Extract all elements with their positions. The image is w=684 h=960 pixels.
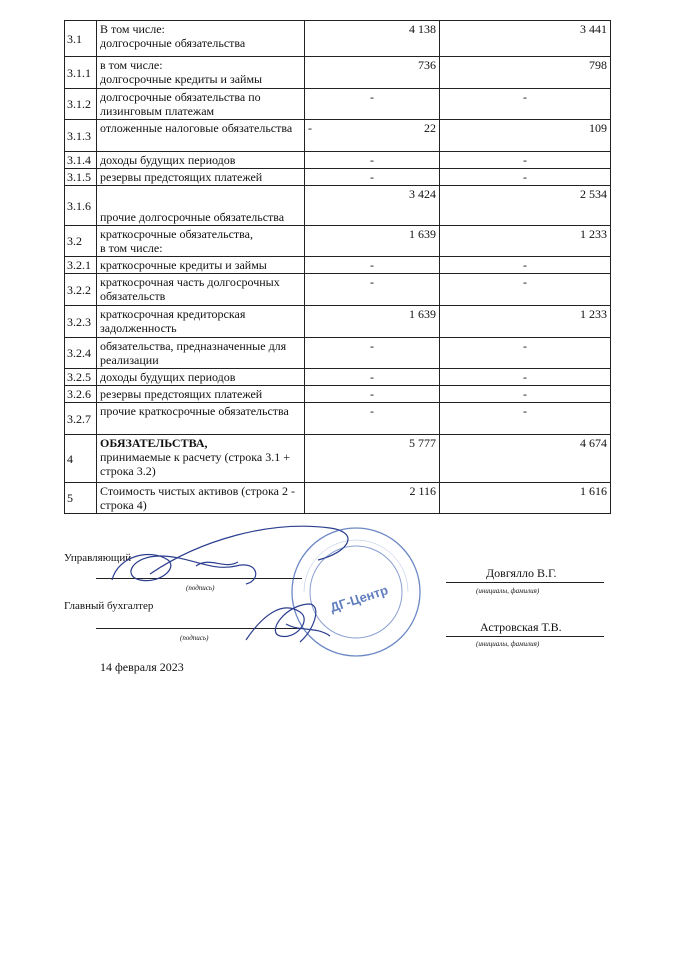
value-current-text: 22 [424, 121, 436, 135]
row-label: краткосрочная кредиторская задолженность [97, 306, 305, 338]
manager-name: Довгялло В.Г. [486, 566, 557, 580]
value-previous: 4 674 [440, 435, 611, 483]
value-previous: - [440, 338, 611, 369]
value-previous: 798 [440, 57, 611, 89]
row-label: ОБЯЗАТЕЛЬСТВА, принимаемые к расчету (строка 3.1 + строка 3.2) [97, 435, 305, 483]
accountant-signature-icon [246, 604, 330, 642]
value-current: 736 [305, 57, 440, 89]
row-number: 3.2.3 [65, 306, 97, 338]
row-label: долгосрочные обязательства по лизинговым платежам [97, 89, 305, 120]
row-label: в том числе: долгосрочные кредиты и займы [97, 57, 305, 89]
row-number: 3.2.2 [65, 274, 97, 306]
row-label: резервы предстоящих платежей [97, 169, 305, 186]
row-number: 3.1.5 [65, 169, 97, 186]
value-previous: 3 441 [440, 21, 611, 57]
manager-signature-icon [112, 526, 348, 584]
row-number: 3.1 [65, 21, 97, 57]
row-label: отложенные налоговые обязательства [97, 120, 305, 152]
value-previous: 1 233 [440, 226, 611, 257]
row-number: 3.2.6 [65, 386, 97, 403]
accountant-initials-hint: (инициалы, фамилия) [476, 640, 540, 648]
value-current: 4 138 [305, 21, 440, 57]
row-label: прочие краткосрочные обязательства [97, 403, 305, 435]
value-previous: - [440, 169, 611, 186]
row-label: В том числе: долгосрочные обязательства [97, 21, 305, 57]
row-number: 4 [65, 435, 97, 483]
accountant-name: Астровская Т.В. [480, 620, 562, 634]
manager-initials-hint: (инициалы, фамилия) [476, 587, 540, 595]
row-number: 3.2.4 [65, 338, 97, 369]
value-current: - [305, 274, 440, 306]
value-previous: - [440, 152, 611, 169]
row-number: 3.1.3 [65, 120, 97, 152]
value-current: - [305, 257, 440, 274]
value-current: 1 639 [305, 306, 440, 338]
row-label: краткосрочные кредиты и займы [97, 257, 305, 274]
row-label: доходы будущих периодов [97, 152, 305, 169]
value-previous: - [440, 274, 611, 306]
row-number: 3.2.5 [65, 369, 97, 386]
row-label: резервы предстоящих платежей [97, 386, 305, 403]
value-current: - [305, 369, 440, 386]
row-number: 3.2.7 [65, 403, 97, 435]
row-label: доходы будущих периодов [97, 369, 305, 386]
value-current: 2 116 [305, 483, 440, 514]
accountant-label: Главный бухгалтер [64, 600, 154, 612]
value-previous: 1 616 [440, 483, 611, 514]
value-previous: 2 534 [440, 186, 611, 226]
row-label: обязательства, предназначенные для реализации [97, 338, 305, 369]
value-previous: - [440, 89, 611, 120]
row-number: 3.1.2 [65, 89, 97, 120]
value-current: 3 424 [305, 186, 440, 226]
manager-label: Управляющий [64, 552, 132, 564]
value-current: - [305, 89, 440, 120]
value-current: - [305, 152, 440, 169]
row-number: 3.2.1 [65, 257, 97, 274]
manager-signature-hint: (подпись) [186, 584, 215, 592]
value-current: - [305, 386, 440, 403]
row-number: 3.1.4 [65, 152, 97, 169]
value-current: 5 777 [305, 435, 440, 483]
row-label: Стоимость чистых активов (строка 2 - строка 4) [97, 483, 305, 514]
value-current: - [305, 169, 440, 186]
value-current: - [305, 403, 440, 435]
row-label: краткосрочная часть долгосрочных обязательств [97, 274, 305, 306]
value-previous: 109 [440, 120, 611, 152]
row-number: 3.1.6 [65, 186, 97, 226]
report-date: 14 февраля 2023 [100, 660, 184, 674]
value-current: 1 639 [305, 226, 440, 257]
value-previous: - [440, 403, 611, 435]
value-current: - [305, 338, 440, 369]
value-previous: - [440, 369, 611, 386]
value-previous: - [440, 257, 611, 274]
value-previous: 1 233 [440, 306, 611, 338]
value-previous: - [440, 386, 611, 403]
stamp-text: ДГ-Центр [328, 582, 390, 616]
row-label: прочие долгосрочные обязательства [97, 186, 305, 226]
row-number: 3.1.1 [65, 57, 97, 89]
row-number: 3.2 [65, 226, 97, 257]
dash-mark: - [308, 121, 312, 135]
row-number: 5 [65, 483, 97, 514]
accountant-signature-hint: (подпись) [180, 634, 209, 642]
row-label: краткосрочные обязательства, в том числе: [97, 226, 305, 257]
